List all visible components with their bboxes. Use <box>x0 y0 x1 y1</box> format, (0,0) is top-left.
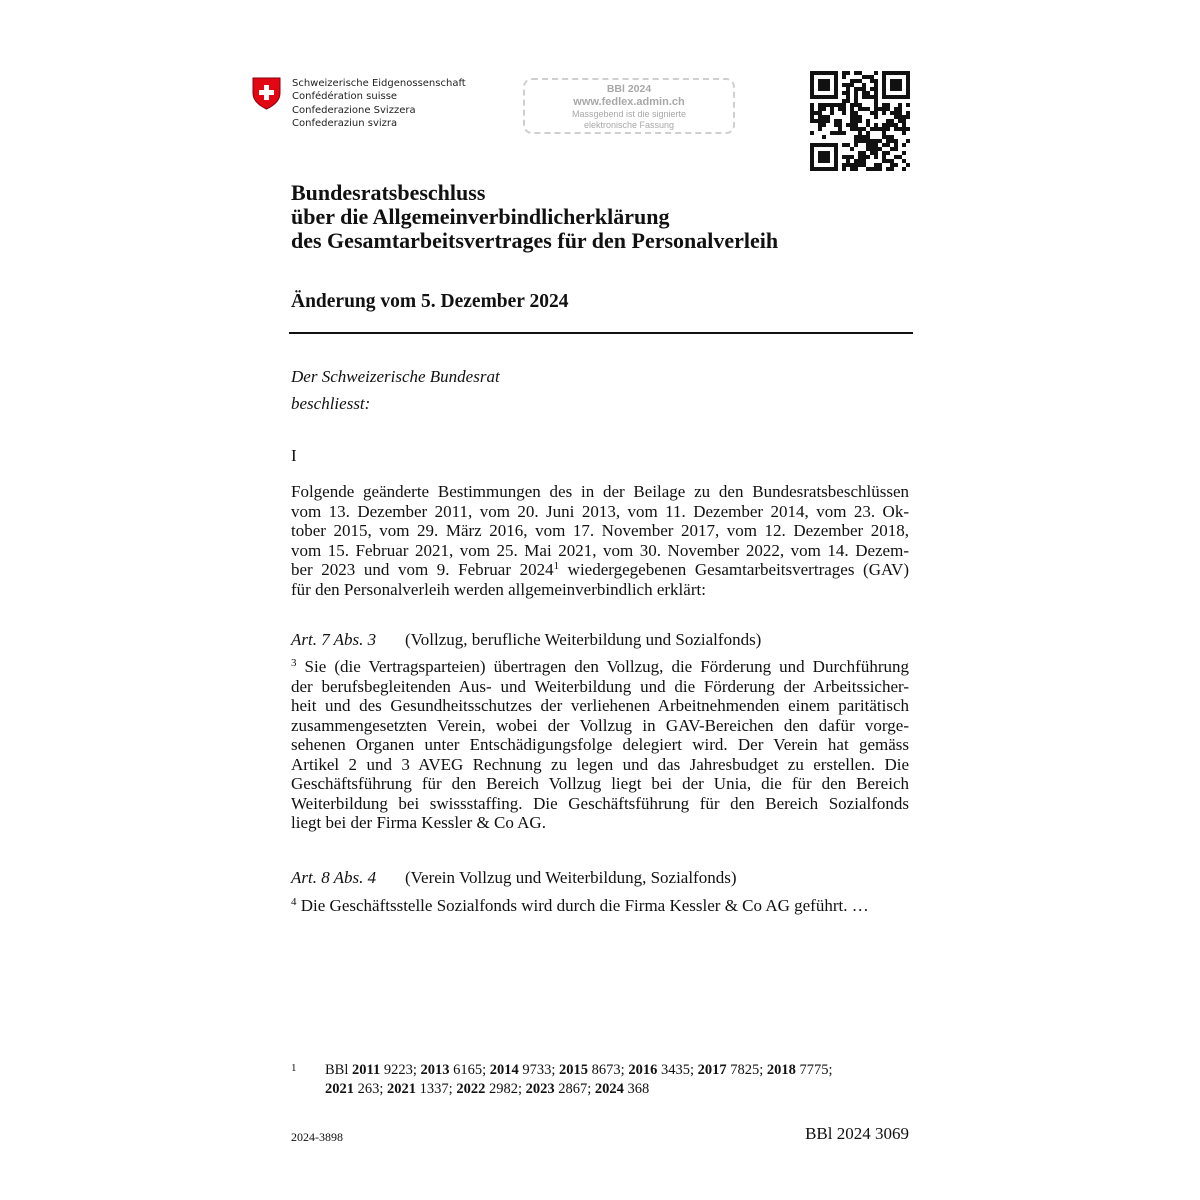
footnote-mark: 1 <box>291 1062 297 1074</box>
swiss-crest-icon <box>252 77 281 110</box>
paragraph-line: Artikel 2 und 3 AVEG Rechnung zu legen und das Jahresbudget zu erstellen. Die <box>291 754 909 774</box>
article-paragraph <box>291 896 909 916</box>
qr-code-icon <box>810 71 910 171</box>
paragraph-number: 4 <box>291 896 297 908</box>
paragraph-line: tober 2015, vom 29. März 2016, vom 17. November 2017, vom 12. Dezember 2018, <box>291 521 909 540</box>
footnote-year: 2011 <box>352 1062 381 1078</box>
preamble-line: Der Schweizerische Bundesrat <box>291 367 500 386</box>
paragraph-line: heit und des Gesundheitsschutzes der verliehenen Arbeitnehmenden einem paritätisch <box>291 696 909 715</box>
paragraph-line: vom 13. Dezember 2011, vom 20. Juni 2013, vom 11. Dezember 2014, vom 23. Ok- <box>291 501 909 521</box>
footnote-page: 7775; <box>795 1062 833 1078</box>
paragraph-text: ber 2023 und vom 9. Februar 2024 <box>291 560 554 579</box>
footnote-page: 3435; <box>657 1062 698 1078</box>
article-title: (Verein Vollzug und Weiterbildung, Sozialfonds) <box>405 868 737 887</box>
footnote-line <box>325 1080 833 1099</box>
footnote-year: 2017 <box>697 1062 727 1078</box>
footnote-page: 9223; <box>380 1062 421 1078</box>
paragraph-line: zusammengesetzten Verein, wobei der Vollzug in GAV-Bereichen den dafür vorge- <box>291 715 909 735</box>
paragraph-line: der berufsbegleitenden Aus- und Weiterbildung und die Förderung der Arbeitssicher- <box>291 676 909 696</box>
footnote-page: 368 <box>623 1080 650 1097</box>
paragraph-line: Folgende geänderte Bestimmungen des in der Beilage zu den Bundesratsbeschlüssen <box>291 482 909 501</box>
footnote-year: 2016 <box>628 1062 658 1078</box>
confederation-name-de: Schweizerische Eidgenossenschaft <box>292 78 466 89</box>
publication-stamp <box>523 78 735 134</box>
article-heading <box>291 629 761 651</box>
article-heading <box>291 867 737 889</box>
document-title <box>291 181 778 253</box>
footnote-page: 9733; <box>518 1062 560 1078</box>
confederation-name-fr: Confédération suisse <box>292 91 398 103</box>
footnote-page: 6165; <box>449 1062 490 1078</box>
footnote-year: 2024 <box>594 1080 624 1097</box>
confederation-names <box>292 77 466 131</box>
footnote-page: 7825; <box>726 1062 767 1078</box>
stamp-note-1: Massgebend ist die signierte <box>571 109 687 119</box>
footnote-year: 2018 <box>766 1062 796 1078</box>
footnote-year: 2022 <box>456 1080 486 1097</box>
stamp-website: www.fedlex.admin.ch <box>573 96 685 108</box>
paragraph-text: wiedergegebenen Gesamtarbeitsvertrages (GAV) <box>559 560 909 579</box>
page-reference: BBl 2024 3069 <box>805 1124 909 1143</box>
title-line: Bundesratsbeschluss <box>291 180 486 205</box>
article-number: Art. 8 Abs. 4 <box>291 868 377 887</box>
footnote-page: 8673; <box>588 1062 629 1078</box>
title-line: des Gesamtarbeitsvertrages für den Personalverleih <box>291 228 779 253</box>
paragraph-number: 3 <box>291 657 297 669</box>
article-number: Art. 7 Abs. 3 <box>291 630 377 649</box>
paragraph-line: Geschäftsführung für den Bereich Vollzug liegt bei der Unia, die für den Bereich <box>291 774 909 793</box>
confederation-name-it: Confederazione Svizzera <box>292 104 416 116</box>
paragraph-line <box>291 896 909 916</box>
footnote-year: 2014 <box>489 1062 519 1078</box>
title-line: über die Allgemeinverbindlicherklärung <box>291 204 670 229</box>
section-number: I <box>291 446 297 465</box>
paragraph-text: Die Geschäftsstelle Sozialfonds wird durch die Firma Kessler & Co AG geführt. … <box>296 896 869 915</box>
paragraph-line <box>291 657 909 677</box>
confederation-name-rm: Confederaziun svizra <box>292 118 398 130</box>
paragraph-text: Sie (die Vertragsparteien) übertragen den Vollzug, die Förderung und Durchführung <box>296 657 909 676</box>
footnote-year: 2021 <box>387 1080 417 1097</box>
paragraph-line: vom 15. Februar 2021, vom 25. Mai 2021, vom 30. November 2022, vom 14. Dezem- <box>291 540 909 560</box>
footnote-year: 2023 <box>525 1080 555 1097</box>
footnote-page: 2867; <box>554 1080 595 1097</box>
footnote-year: 2013 <box>420 1062 450 1078</box>
paragraph-line: liegt bei der Firma Kessler & Co AG. <box>291 813 546 832</box>
paragraph-line: Weiterbildung bei swissstaffing. Die Geschäftsführung für den Bereich Sozialfonds <box>291 793 909 813</box>
footnote-page: 1337; <box>416 1080 457 1097</box>
paragraph-line: für den Personalverleih werden allgemeinverbindlich erklärt: <box>291 579 706 599</box>
stamp-note-2: elektronische Fassung <box>583 120 675 130</box>
footnote-line <box>325 1061 833 1080</box>
footnote-text <box>325 1061 833 1098</box>
document-id: 2024-3898 <box>291 1130 343 1144</box>
footnote-reference[interactable]: 1 <box>553 560 560 572</box>
amendment-date: Änderung vom 5. Dezember 2024 <box>291 291 569 312</box>
footnote-year: 2021 <box>325 1080 354 1097</box>
footnote-page: BBl <box>325 1062 352 1078</box>
preamble <box>291 363 500 417</box>
stamp-publication: BBl 2024 <box>606 83 652 95</box>
preamble-line: beschliesst: <box>291 394 371 413</box>
footnote-page: 263; <box>354 1080 388 1097</box>
paragraph-line <box>291 560 909 580</box>
article-title: (Vollzug, berufliche Weiterbildung und Sozialfonds) <box>405 630 762 649</box>
article-paragraph <box>291 657 909 833</box>
intro-paragraph <box>291 482 909 599</box>
title-divider <box>289 332 913 334</box>
paragraph-line: sehenen Organen unter Entschädigungsfolge delegiert wird. Der Verein hat gemäss <box>291 735 909 754</box>
footnote-page: 2982; <box>485 1080 526 1097</box>
footnote-year: 2015 <box>559 1062 589 1078</box>
